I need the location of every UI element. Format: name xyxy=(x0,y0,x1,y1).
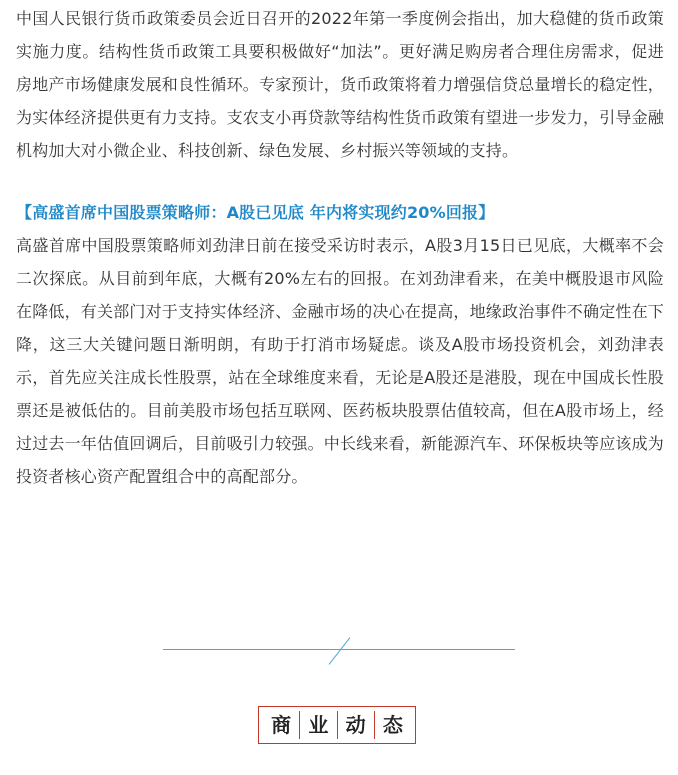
badge-char: 商 xyxy=(271,713,292,737)
article-paragraph: 高盛首席中国股票策略师刘劲津日前在接受采访时表示，A股3月15日已见底，大概率不会二次探底。从目前到年底，大概有20%左右的回报。在刘劲津看来，在美中概股退市风险在降低，有关部门对于支持实体经济、金融市场的决心在提高，地缘政治事件不确定性在下降，这三大关键问题日渐明朗，有助于打消市场疑虑。谈及A股市场投资机会，刘劲津表示，首先应关注成长性股票，站在全球维度来看，无论是A股还是港股，现在中国成长性股票还是被低估的。目前美股市场包括互联网、医药板块股票估值较高，但在A股市场上，经过过去一年估值回调后，目前吸引力较强。中长线来看，新能源汽车、环保板块等应该成为投资者核心资产配置组合中的高配部分。 xyxy=(16,236,665,486)
badge-char: 态 xyxy=(382,713,403,737)
article-body xyxy=(16,2,664,493)
badge-char: 业 xyxy=(308,713,329,737)
section-divider xyxy=(163,636,515,666)
badge-char: 动 xyxy=(345,713,366,737)
divider-slash xyxy=(329,637,351,664)
column-badge xyxy=(258,706,416,744)
section-heading: 【高盛首席中国股票策略师：A股已见底 年内将实现约20%回报】 xyxy=(16,203,495,222)
article-paragraph: 中国人民银行货币政策委员会近日召开的2022年第一季度例会指出，加大稳健的货币政策实施力度。结构性货币政策工具要积极做好“加法”。更好满足购房者合理住房需求，促进房地产市场健康发展和良性循环。专家预计，货币政策将着力增强信贷总量增长的稳定性，为实体经济提供更有力支持。支农支小再贷款等结构性货币政策有望进一步发力，引导金融机构加大对小微企业、科技创新、绿色发展、乡村振兴等领域的支持。 xyxy=(16,9,665,160)
